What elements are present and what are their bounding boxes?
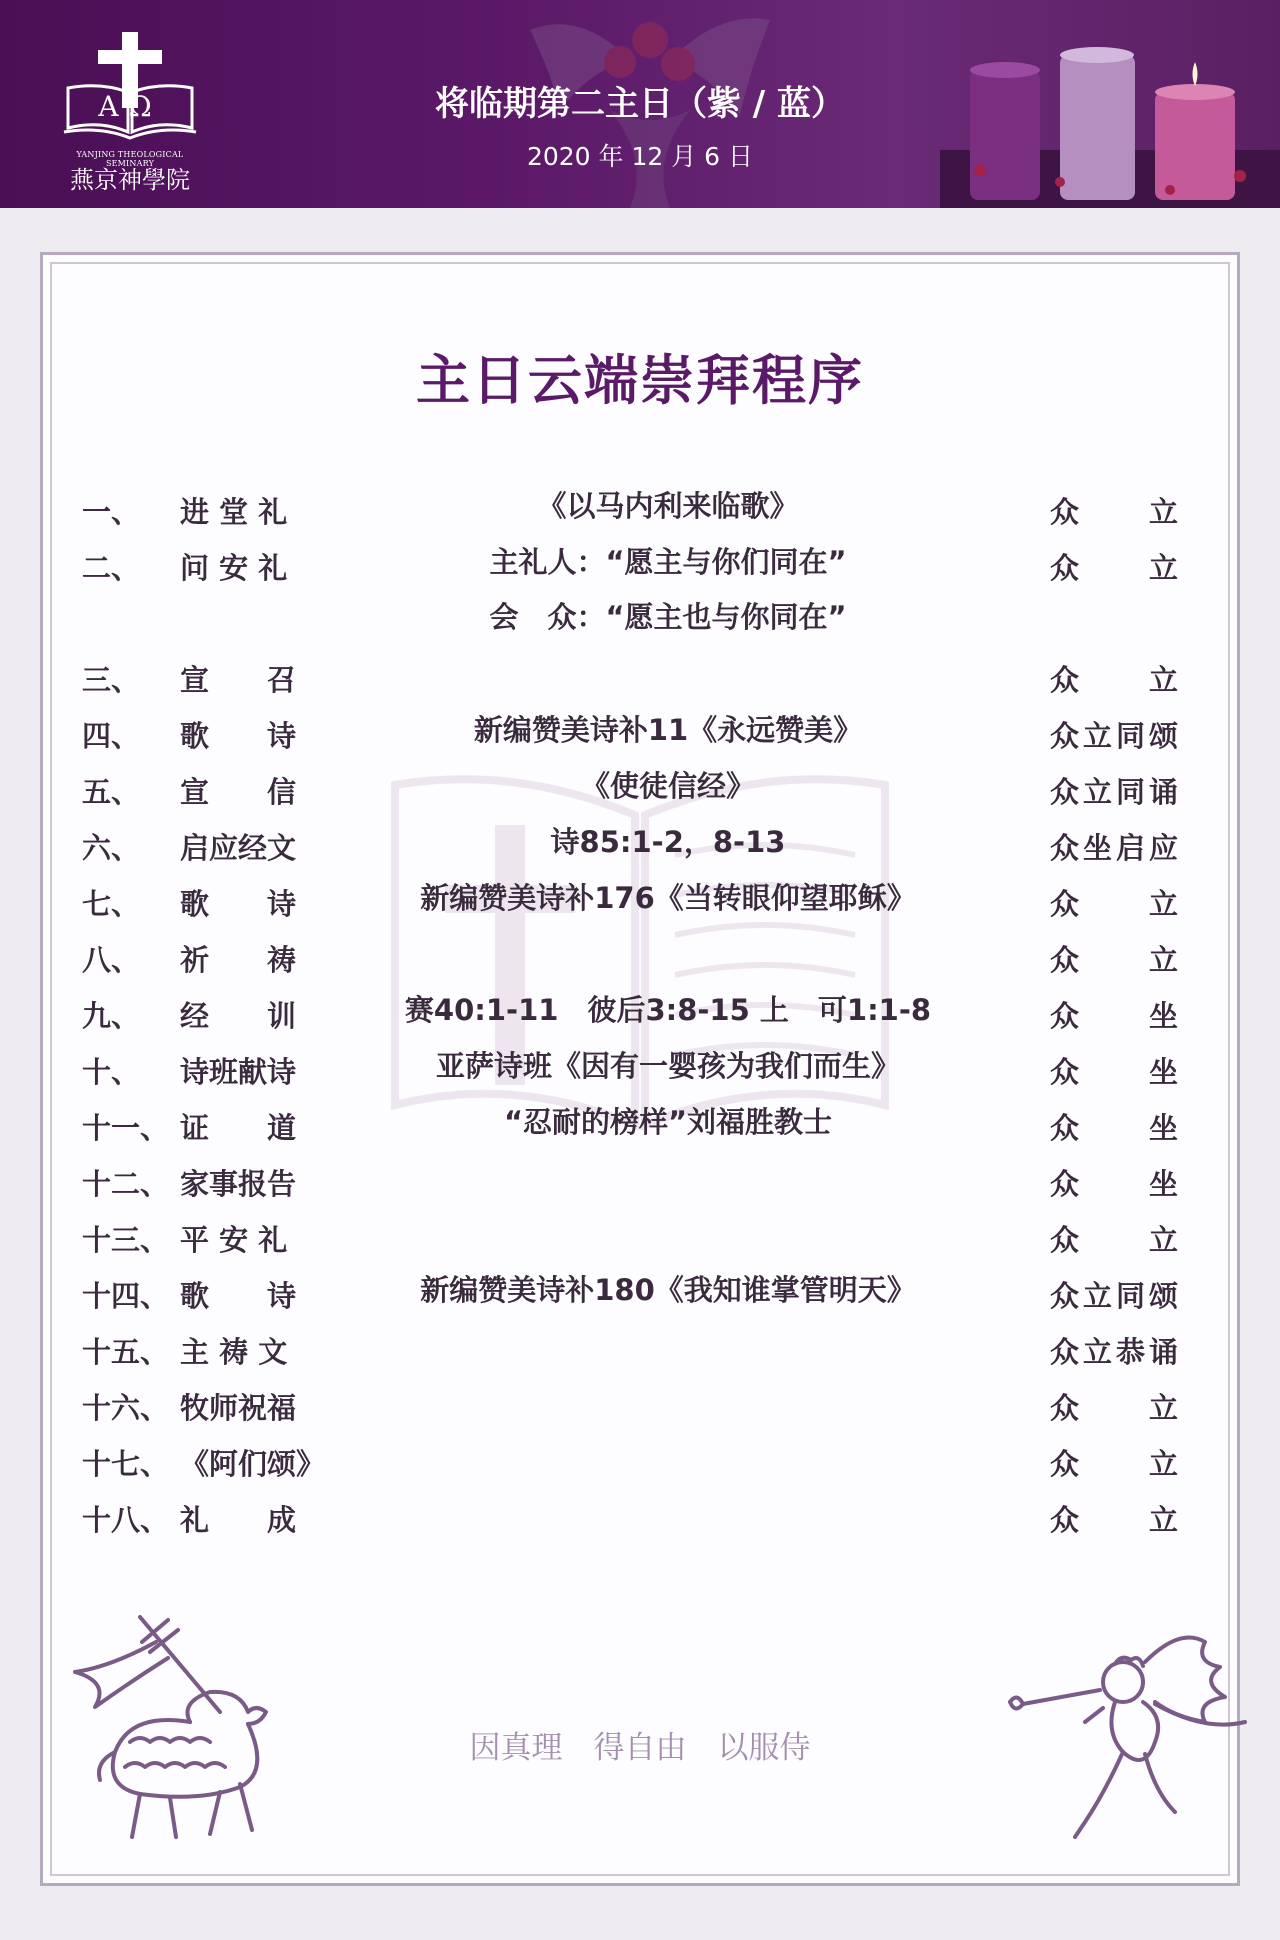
item-posture: 众坐 — [1050, 1111, 1178, 1145]
program-item — [0, 1218, 1280, 1262]
item-number: 十七、 — [82, 1447, 170, 1481]
item-name: 《阿们颂》 — [180, 1447, 326, 1481]
program-item — [0, 826, 1280, 870]
header-title: 将临期第二主日（紫 / 蓝） — [434, 84, 846, 124]
item-number: 九、 — [82, 999, 141, 1033]
program-item — [0, 490, 1280, 534]
item-number: 十五、 — [82, 1335, 170, 1369]
item-posture: 众立恭诵 — [1050, 1335, 1178, 1369]
item-detail: 诗85:1-2，8-13 — [550, 825, 786, 859]
item-posture: 众立 — [1050, 495, 1178, 529]
item-detail: 《使徒信经》 — [580, 769, 755, 803]
item-name: 平 安 礼 — [180, 1223, 288, 1257]
program-item — [0, 1442, 1280, 1486]
program-item — [0, 938, 1280, 982]
item-posture: 众坐 — [1050, 1167, 1178, 1201]
program-item — [0, 546, 1280, 590]
item-detail: 新编赞美诗补176《当转眼仰望耶稣》 — [420, 881, 916, 915]
item-number: 十二、 — [82, 1167, 170, 1201]
program-item — [0, 1386, 1280, 1430]
item-posture: 众坐启应 — [1050, 831, 1178, 865]
item-name: 歌 诗 — [180, 1279, 297, 1313]
header-date: 2020 年 12 月 6 日 — [526, 142, 754, 171]
program-item — [0, 1274, 1280, 1318]
program-item — [0, 1106, 1280, 1150]
program-item — [0, 994, 1280, 1038]
item-detail: 《以马内利来临歌》 — [537, 489, 799, 523]
program-title: 主日云端崇拜程序 — [416, 349, 864, 412]
item-posture: 众立 — [1050, 1503, 1178, 1537]
item-name: 歌 诗 — [180, 887, 297, 921]
item-posture: 众立 — [1050, 1447, 1178, 1481]
program-item — [0, 714, 1280, 758]
item-number: 十、 — [82, 1055, 141, 1089]
item-detail: 新编赞美诗补11《永远赞美》 — [473, 713, 863, 747]
item-name: 启应经文 — [180, 831, 297, 865]
motto: 因真理 得自由 以服侍 — [469, 1730, 811, 1766]
program-item — [0, 1050, 1280, 1094]
item-posture: 众立 — [1050, 663, 1178, 697]
item-detail: “忍耐的榜样”刘福胜教士 — [503, 1105, 833, 1139]
item-detail: 新编赞美诗补180《我知谁掌管明天》 — [420, 1273, 916, 1307]
item-number: 十八、 — [82, 1503, 170, 1537]
item-name: 宣 召 — [180, 663, 297, 697]
item-posture: 众坐 — [1050, 1055, 1178, 1089]
logo-alpha-omega: AΩ — [98, 90, 162, 123]
item-name: 问 安 礼 — [180, 551, 288, 585]
program-item — [0, 601, 1280, 645]
program-item — [0, 1330, 1280, 1374]
item-posture: 众坐 — [1050, 999, 1178, 1033]
item-number: 一、 — [82, 495, 141, 529]
item-name: 进 堂 礼 — [180, 495, 288, 529]
item-number: 十六、 — [82, 1391, 170, 1425]
item-detail: 赛40:1-11 彼后3:8-15 上 可1:1-8 — [404, 993, 932, 1027]
item-name: 宣 信 — [180, 775, 297, 809]
logo-english-name: YANJING THEOLOGICAL SEMINARY — [76, 150, 184, 168]
item-number: 八、 — [82, 943, 141, 977]
item-number: 十三、 — [82, 1223, 170, 1257]
item-name: 礼 成 — [180, 1503, 297, 1537]
item-posture: 众立 — [1050, 943, 1178, 977]
item-name: 诗班献诗 — [180, 1055, 297, 1089]
item-posture: 众立 — [1050, 887, 1178, 921]
program-item — [0, 1498, 1280, 1542]
item-number: 四、 — [82, 719, 141, 753]
logo-chinese-name: 燕京神學院 — [70, 166, 190, 194]
item-posture: 众立 — [1050, 1223, 1178, 1257]
program-item — [0, 658, 1280, 702]
item-number: 二、 — [82, 551, 141, 585]
header-banner — [0, 0, 1280, 208]
item-number: 五、 — [82, 775, 141, 809]
item-name: 牧师祝福 — [180, 1391, 297, 1425]
item-posture: 众立 — [1050, 551, 1178, 585]
item-number: 十一、 — [82, 1111, 170, 1145]
item-posture: 众立同颂 — [1050, 719, 1178, 753]
item-posture: 众立同颂 — [1050, 1279, 1178, 1313]
item-posture: 众立 — [1050, 1391, 1178, 1425]
item-number: 七、 — [82, 887, 141, 921]
item-detail: 会 众：“愿主也与你同在” — [489, 600, 847, 634]
program-item — [0, 770, 1280, 814]
item-name: 歌 诗 — [180, 719, 297, 753]
item-number: 六、 — [82, 831, 141, 865]
item-number: 十四、 — [82, 1279, 170, 1313]
program-item — [0, 1162, 1280, 1206]
program-item — [0, 882, 1280, 926]
item-name: 证 道 — [180, 1111, 297, 1145]
item-detail: 亚萨诗班《因有一婴孩为我们而生》 — [435, 1049, 900, 1083]
item-name: 主 祷 文 — [180, 1335, 288, 1369]
item-name: 祈 祷 — [180, 943, 297, 977]
item-posture: 众立同诵 — [1050, 775, 1178, 809]
item-name: 经 训 — [180, 999, 297, 1033]
item-name: 家事报告 — [180, 1167, 297, 1201]
item-detail: 主礼人：“愿主与你们同在” — [489, 545, 847, 579]
item-number: 三、 — [82, 663, 141, 697]
